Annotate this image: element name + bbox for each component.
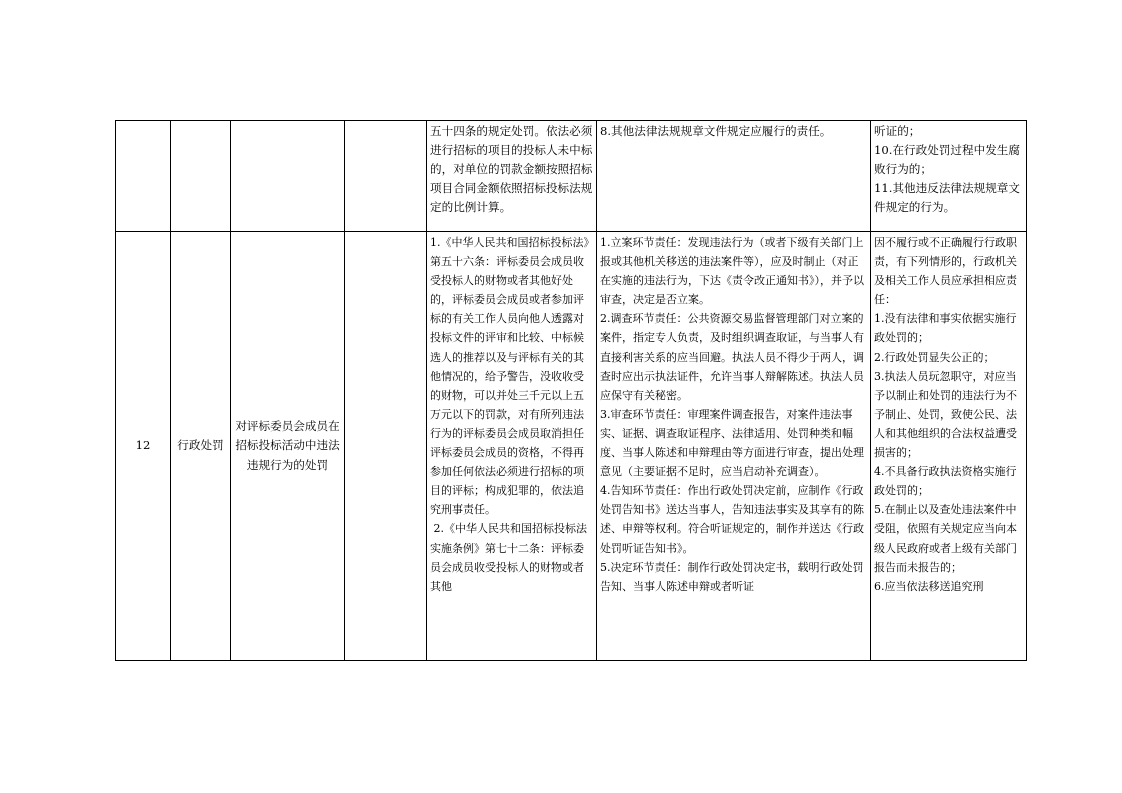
cell-accountability bbox=[871, 232, 1027, 661]
accountability-paragraph: 11.其他违反法律法规规章文件规定的行为。 bbox=[874, 181, 1020, 215]
table-row bbox=[116, 121, 1027, 232]
cell-duty bbox=[597, 121, 871, 232]
accountability-paragraph: 因不履行或不正确履行行政职责，有下列情形的，行政机关及相关工作人员应承担相应责任： bbox=[874, 236, 1017, 307]
basis-paragraph: 1.《中华人民共和国招标投标法》第五十六条：评标委员会成员收受投标人的财物或者其他好处的，评标委员会成员或者参加评标的有关工作人员向他人透露对投标文件的评审和比较、中标候选人的推荐以及与评标有关的其他情况的，给予警告，没收收受的财物，可以并处三千元以上五万元以下的罚款，对有所列违法行为的评标委员会成员取消担任评标委员会成员的资格，不得再参加任何依法必须进行招标的项目的评标；构成犯罪的，依法追究刑事责任。 bbox=[430, 236, 589, 517]
accountability-paragraph: 4.不具备行政执法资格实施行政处罚的； bbox=[874, 465, 1017, 498]
basis-paragraph: 五十四条的规定处罚。依法必须进行招标的项目的投标人未中标的，对单位的罚款金额按照招标项目合同金额依照招标投标法规定的比例计算。 bbox=[430, 124, 593, 215]
accountability-paragraph: 1.没有法律和事实依据实施行政处罚的； bbox=[874, 312, 1017, 345]
duty-paragraph: 5.决定环节责任：制作行政处罚决定书，载明行政处罚告知、当事人陈述申辩或者听证 bbox=[600, 560, 864, 593]
cell-sub bbox=[345, 121, 427, 232]
cell-item bbox=[231, 121, 345, 232]
cell-basis bbox=[427, 121, 597, 232]
cell-item: 对评标委员会成员在招标投标活动中违法违规行为的处罚 bbox=[231, 232, 345, 661]
cell-no: 12 bbox=[116, 232, 171, 661]
basis-paragraph: 2.《中华人民共和国招标投标法实施条例》第七十二条：评标委员会成员收受投标人的财物或者其他 bbox=[430, 522, 587, 593]
cell-no bbox=[116, 121, 171, 232]
accountability-paragraph: 2.行政处罚显失公正的； bbox=[874, 350, 995, 364]
cell-category bbox=[171, 121, 231, 232]
duty-paragraph: 2.调查环节责任：公共资源交易监督管理部门对立案的案件，指定专人负责，及时组织调查取证，与当事人有直接利害关系的应当回避。执法人员不得少于两人，调查时应出示执法证件，允许当事人辩解陈述。执法人员应保守有关秘密。 bbox=[600, 312, 864, 402]
accountability-paragraph: 听证的； bbox=[874, 124, 921, 138]
cell-duty bbox=[597, 232, 871, 661]
accountability-paragraph: 6.应当依法移送追究刑 bbox=[874, 579, 984, 593]
duty-paragraph: 1.立案环节责任：发现违法行为（或者下级有关部门上报或其他机关移送的违法案件等），应及时制止（对正在实施的违法行为，下达《责令改正通知书》），并予以审查，决定是否立案。 bbox=[600, 236, 864, 307]
duty-paragraph: 4.告知环节责任：作出行政处罚决定前，应制作《行政处罚告知书》送达当事人，告知违法事实及其享有的陈述、申辩等权利。符合听证规定的，制作并送达《行政处罚听证告知书》。 bbox=[600, 484, 864, 555]
cell-accountability bbox=[871, 121, 1027, 232]
duty-paragraph: 3.审查环节责任：审理案件调查报告，对案件违法事实、证据、调查取证程序、法律适用、处罚种类和幅度、当事人陈述和申辩理由等方面进行审查，提出处理意见（主要证据不足时，应当启动补充调查）。 bbox=[600, 407, 864, 479]
cell-category: 行政处罚 bbox=[171, 232, 231, 661]
accountability-paragraph: 5.在制止以及查处违法案件中受阻，依照有关规定应当向本级人民政府或者上级有关部门报告而未报告的； bbox=[874, 503, 1017, 574]
table-row bbox=[116, 232, 1027, 661]
cell-basis bbox=[427, 232, 597, 661]
duty-paragraph: 8.其他法律法规规章文件规定应履行的责任。 bbox=[600, 124, 832, 138]
accountability-paragraph: 10.在行政处罚过程中发生腐败行为的； bbox=[874, 143, 1020, 177]
accountability-paragraph: 3.执法人员玩忽职守，对应当予以制止和处罚的违法行为不予制止、处罚，致使公民、法人和其他组织的合法权益遭受损害的； bbox=[874, 369, 1017, 460]
cell-sub bbox=[345, 232, 427, 661]
responsibility-table bbox=[115, 120, 1027, 661]
